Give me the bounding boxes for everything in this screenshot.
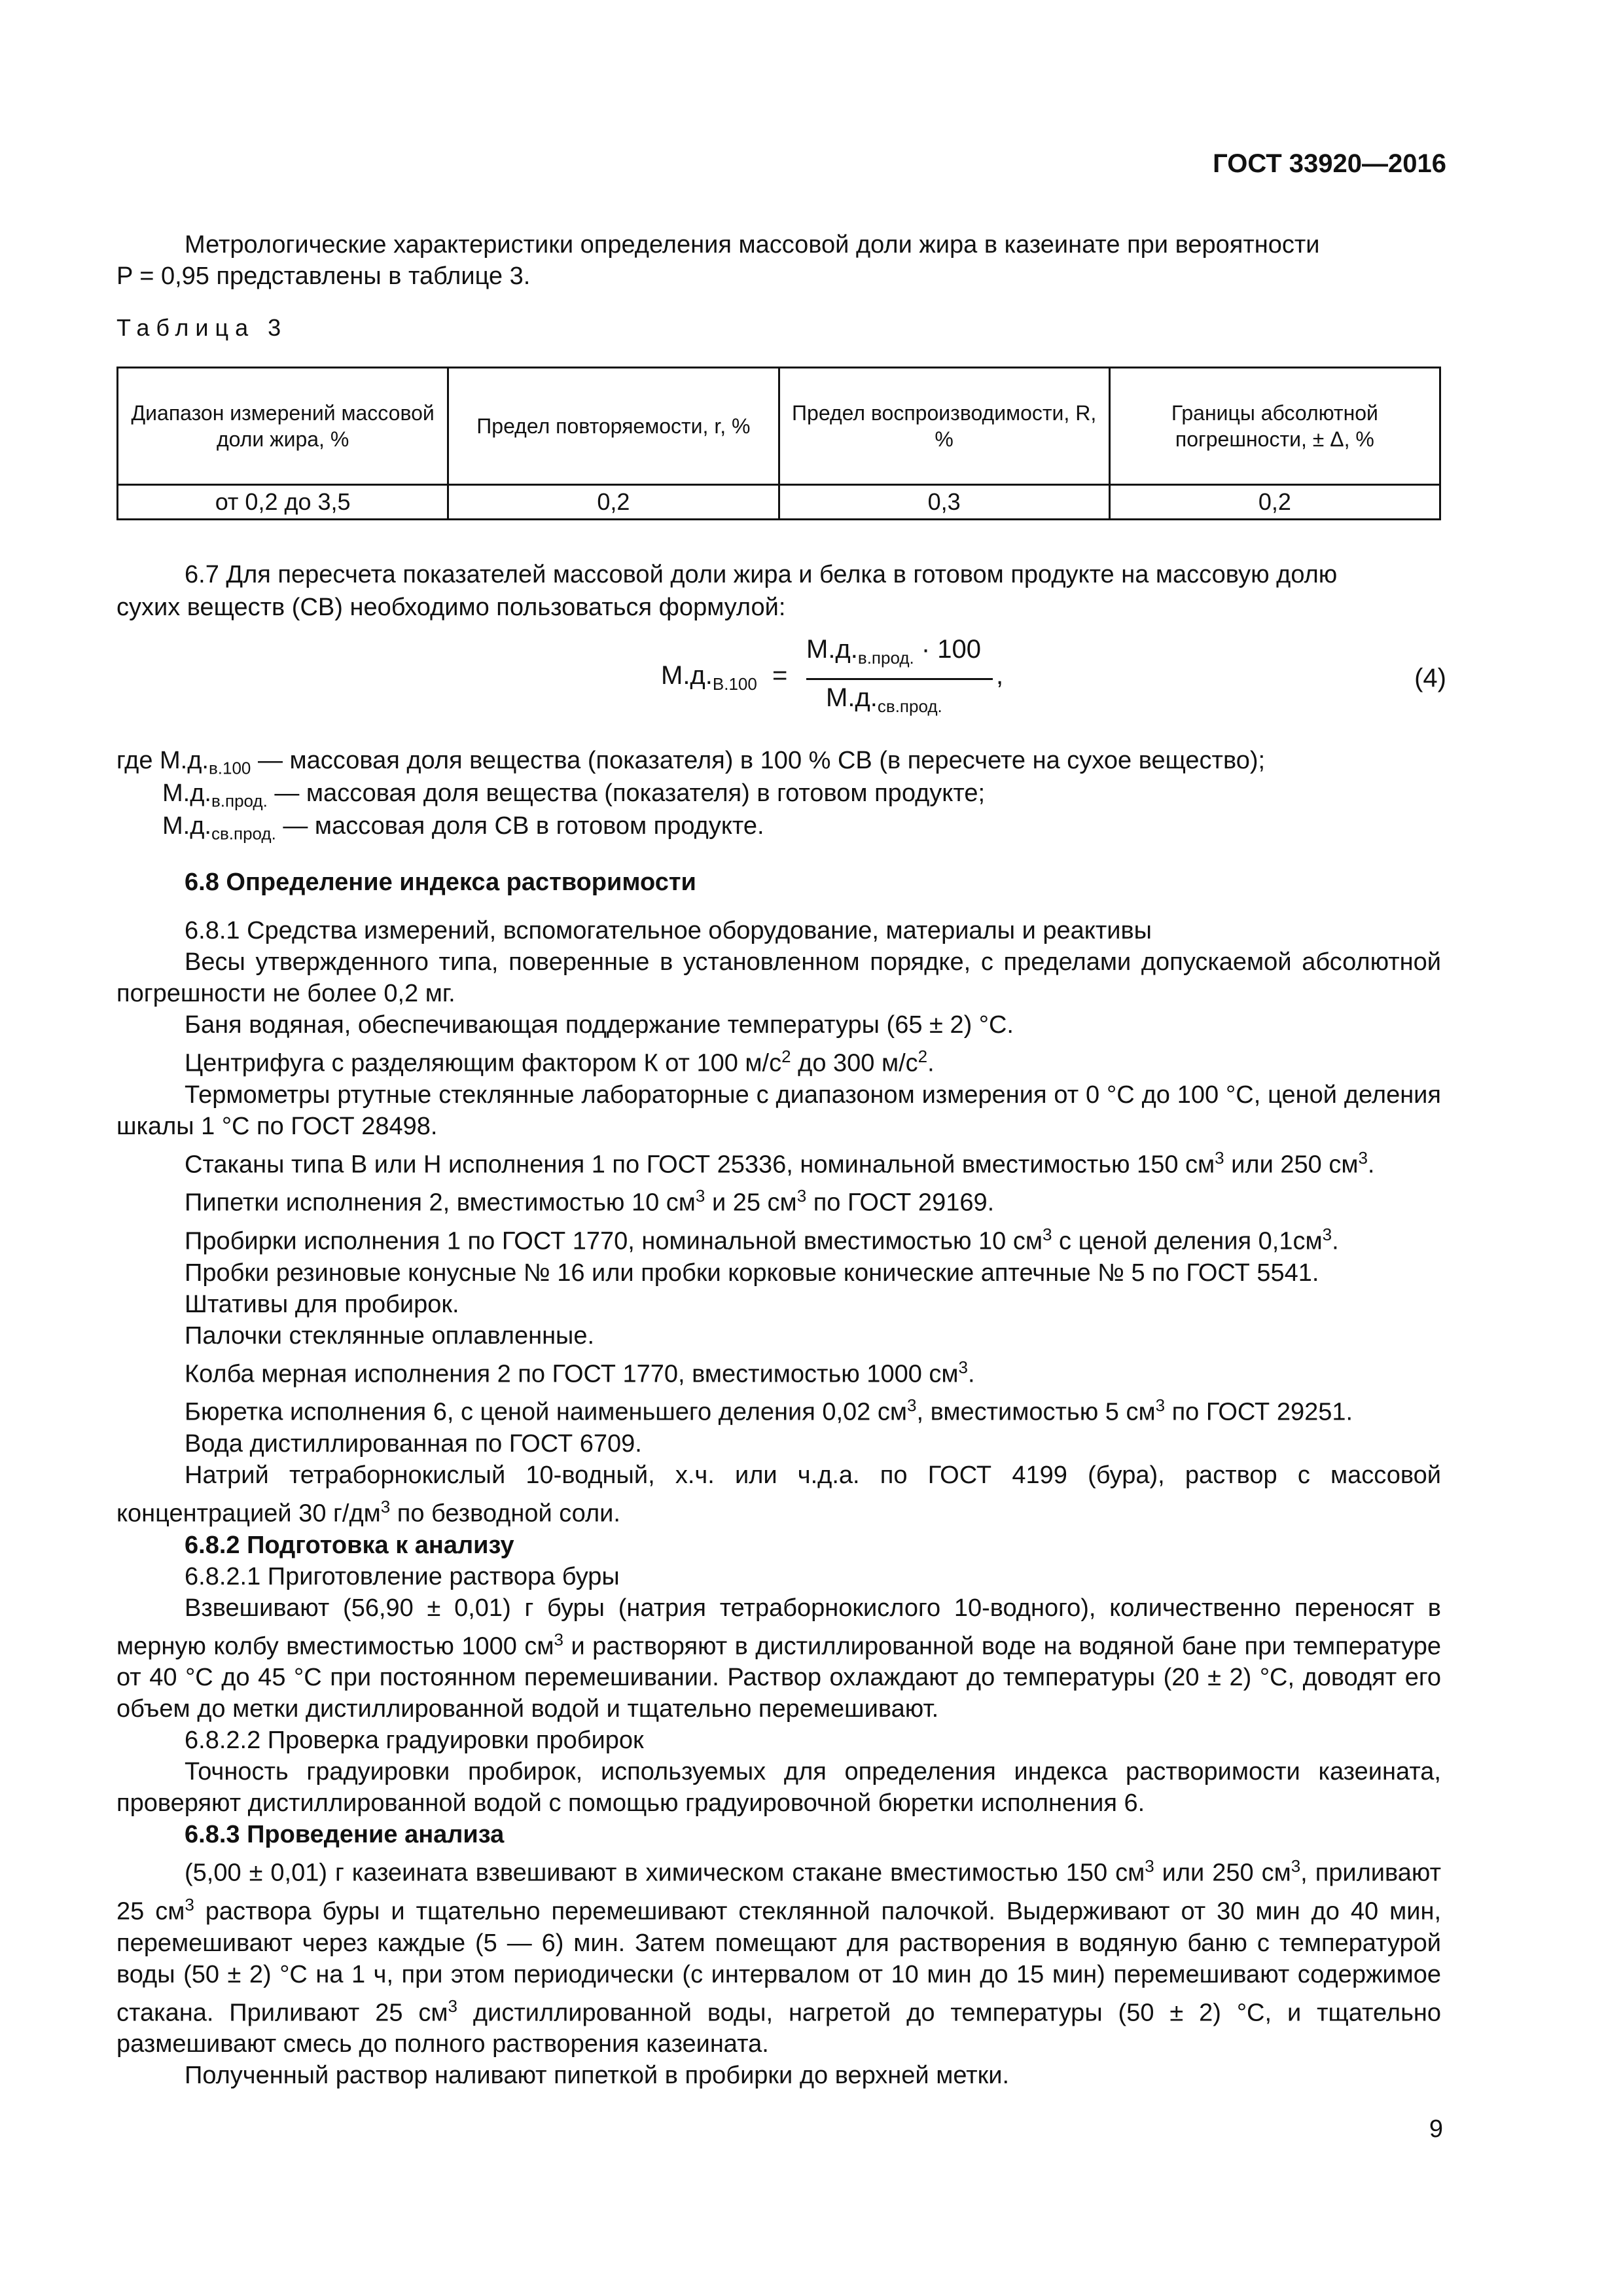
text: Колба мерная исполнения 2 по ГОСТ 1770, вместимостью 1000 см — [185, 1360, 959, 1388]
superscript: 3 — [185, 1894, 194, 1914]
table-row — [118, 485, 1440, 520]
paragraph — [116, 1352, 1441, 1390]
table-cell: 0,3 — [779, 485, 1109, 520]
text: . — [1367, 1151, 1375, 1179]
text: Пробирки исполнения 1 по ГОСТ 1770, номинальной вместимостью 10 см — [185, 1227, 1043, 1255]
superscript: 3 — [695, 1186, 705, 1206]
superscript: 2 — [918, 1047, 928, 1066]
text: Центрифуга с разделяющим фактором К от 100 м/с — [185, 1049, 782, 1077]
where-symbol: где М.д. — [116, 747, 209, 774]
where-subscript: в.100 — [208, 758, 251, 778]
paragraph — [116, 1592, 1441, 1725]
superscript: 3 — [1155, 1395, 1166, 1416]
table-header-row — [118, 368, 1440, 485]
text: Натрий тетраборнокислый 10-водный, х.ч. или ч.д.а. по ГОСТ 4199 (бура), раствор с массовой концентрацией 30 г/дм — [116, 1461, 1441, 1528]
formula-denominator — [826, 683, 942, 717]
superscript: 2 — [781, 1047, 791, 1066]
text: по безводной соли. — [390, 1499, 620, 1528]
text: . — [1332, 1227, 1339, 1255]
table-header-cell: Предел повторяемости, r, % — [448, 368, 779, 485]
text: Стаканы типа В или Н исполнения 1 по ГОСТ 25336, номинальной вместимостью 150 см — [185, 1151, 1215, 1179]
paragraph — [116, 1219, 1441, 1257]
intro-text-b: P = 0,95 представлены в таблице 3. — [116, 262, 531, 290]
paragraph: Баня водяная, обеспечивающая поддержание температуры (65 ± 2) °С. — [185, 1011, 1014, 1039]
intro-paragraph — [116, 229, 1441, 260]
formula-den-main: М.д. — [826, 683, 878, 712]
superscript: 3 — [380, 1496, 391, 1516]
table-cell: 0,2 — [1109, 485, 1440, 520]
text: Взвешивают (56,90 ± 0,01) г буры (натрия тетраборнокислого 10-водного), количественно переносят в мерную колбу вместимостью 1000 см — [116, 1594, 1441, 1660]
fraction-bar — [806, 678, 993, 680]
where-definition: — массовая доля СВ в готовом продукте. — [283, 812, 764, 840]
table-header-cell: Границы абсолютной погрешности, ± Δ, % — [1109, 368, 1440, 485]
paragraph — [116, 1850, 1441, 2060]
text: или 250 см — [1224, 1151, 1359, 1179]
text: , вместимостью 5 см — [916, 1398, 1156, 1426]
text: (5,00 ± 0,01) г казеината взвешивают в химическом стакане вместимостью 150 см — [185, 1859, 1145, 1887]
paragraph: Штативы для пробирок. — [185, 1290, 459, 1318]
page-number: 9 — [1429, 2115, 1443, 2143]
superscript: 3 — [554, 1629, 563, 1649]
where-line-1 — [116, 746, 1265, 783]
table-3 — [116, 367, 1441, 520]
where-subscript: св.прод. — [211, 823, 276, 844]
formula-comma: , — [996, 661, 1004, 690]
text: . — [927, 1049, 935, 1077]
paragraph: Палочки стеклянные оплавленные. — [185, 1321, 595, 1350]
where-definition: — массовая доля вещества (показателя) в готовом продукте; — [274, 780, 986, 807]
formula-den-sub: св.прод. — [877, 696, 942, 716]
text: по ГОСТ 29251. — [1165, 1398, 1353, 1426]
intro-text-a: Метрологические характеристики определения массовой доли жира в казеинате при вероятности — [185, 231, 1320, 259]
formula-number: (4) — [1414, 664, 1446, 692]
paragraph — [116, 1142, 1441, 1181]
paragraph: 6.8.1 Средства измерений, вспомогательное оборудование, материалы и реактивы — [185, 917, 1152, 944]
paragraph: Термометры ртутные стеклянные лабораторные с диапазоном измерения от 0 °С до 100 °С, ценой деления шкалы 1 °С по ГОСТ 28498. — [116, 1081, 1441, 1140]
text: дистиллированной воды, нагретой до температуры (50 ± 2) °С, и тщательно размешивают смесь до полного растворения казеината. — [116, 1999, 1441, 2058]
section-6-8-2-title: 6.8.2 Подготовка к анализу — [185, 1531, 514, 1559]
text: , приливают 25 см — [116, 1859, 1441, 1926]
paragraph: Пробки резиновые конусные № 16 или пробки корковые конические аптечные № 5 по ГОСТ 5541. — [185, 1259, 1319, 1287]
where-line-3 — [162, 812, 764, 848]
paragraph: 6.8.2.1 Приготовление раствора буры — [185, 1562, 620, 1590]
paragraph — [116, 1180, 1441, 1219]
superscript: 3 — [1291, 1856, 1301, 1876]
text: или 250 см — [1154, 1859, 1291, 1887]
superscript: 3 — [958, 1357, 968, 1377]
text: и 25 см — [705, 1189, 797, 1217]
where-subscript: в.прод. — [211, 791, 268, 811]
table-caption: Таблица 3 — [116, 314, 288, 341]
paragraph: Полученный раствор наливают пипеткой в пробирки до верхней метки. — [185, 2062, 1010, 2090]
paragraph: Весы утвержденного типа, поверенные в установленном порядке, с пределами допускаемой абсолютной погрешности не более 0,2 мг. — [116, 948, 1441, 1007]
table-cell: от 0,2 до 3,5 — [118, 485, 448, 520]
paragraph — [116, 1460, 1441, 1530]
section-6-8-body — [116, 915, 1441, 2091]
text: по ГОСТ 29169. — [806, 1189, 995, 1217]
text: и растворяют в дистиллированной воде на водяной бане при температуре от 40 °С до 45 °С при постоянном перемешивании. Раствор охлаждают до температуры (20 ± 2) °С, доводят его объем до метки дистиллированной водой и тщательно перемешивают. — [116, 1632, 1441, 1723]
formula-num-tail: · 100 — [921, 635, 982, 664]
table-header-cell: Диапазон измерений массовой доли жира, % — [118, 368, 448, 485]
formula-num-main: М.д. — [806, 635, 858, 664]
section-6-7-line1: 6.7 Для пересчета показателей массовой доли жира и белка в готовом продукте на массовую долю — [185, 561, 1338, 588]
paragraph — [116, 1041, 1441, 1079]
superscript: 3 — [1322, 1224, 1332, 1244]
text: раствора буры и тщательно перемешивают стеклянной палочкой. Выдерживают от 30 мин до 40 мин, перемешивают через каждые (5 — 6) мин. Затем помещают для растворения в водяную баню с температурой воды (50 ± 2) °С на 1 ч, при этом периодически (с интервалом от 10 мин до 15 мин) перемешивают содержимое стакана. Приливают 25 см — [116, 1897, 1441, 2027]
superscript: 3 — [1043, 1224, 1052, 1244]
formula-lhs-sub: В.100 — [712, 674, 757, 694]
formula-lhs — [661, 661, 787, 694]
text: Пипетки исполнения 2, вместимостью 10 см — [185, 1189, 696, 1217]
superscript: 3 — [1215, 1147, 1224, 1168]
paragraph: Вода дистиллированная по ГОСТ 6709. — [185, 1429, 642, 1458]
paragraph — [116, 1390, 1441, 1428]
text: Бюретка исполнения 6, с ценой наименьшего деления 0,02 см — [185, 1398, 907, 1426]
where-symbol: М.д. — [162, 780, 211, 807]
text: до 300 м/с — [791, 1049, 918, 1077]
section-6-8-title: 6.8 Определение индекса растворимости — [185, 869, 696, 896]
superscript: 3 — [796, 1186, 807, 1206]
section-6-8-3-title: 6.8.3 Проведение анализа — [185, 1821, 505, 1849]
formula-equals: = — [772, 661, 788, 690]
formula-lhs-main: М.д. — [661, 661, 713, 690]
document-id: ГОСТ 33920—2016 — [1213, 149, 1446, 178]
formula-numerator — [806, 635, 981, 668]
text: с ценой деления 0,1см — [1052, 1227, 1323, 1255]
formula-num-sub: в.прод. — [857, 648, 914, 668]
where-definition: — массовая доля вещества (показателя) в 100 % СВ (в пересчете на сухое вещество); — [257, 747, 1266, 774]
paragraph: Точность градуировки пробирок, используемых для определения индекса растворимости казеината, проверяют дистиллированной водой с помощью градуировочной бюретки исполнения 6. — [116, 1758, 1441, 1818]
text: . — [968, 1360, 975, 1388]
superscript: 3 — [907, 1395, 917, 1416]
where-line-2 — [162, 779, 985, 816]
superscript: 3 — [1358, 1147, 1368, 1168]
section-6-7-line2: сухих веществ (СВ) необходимо пользоваться формулой: — [116, 594, 786, 621]
superscript: 3 — [1145, 1856, 1154, 1876]
where-symbol: М.д. — [162, 812, 211, 840]
paragraph: 6.8.2.2 Проверка градуировки пробирок — [185, 1727, 644, 1755]
superscript: 3 — [448, 1996, 458, 2016]
table-cell: 0,2 — [448, 485, 779, 520]
table-header-cell: Предел воспроизводимости, R, % — [779, 368, 1109, 485]
